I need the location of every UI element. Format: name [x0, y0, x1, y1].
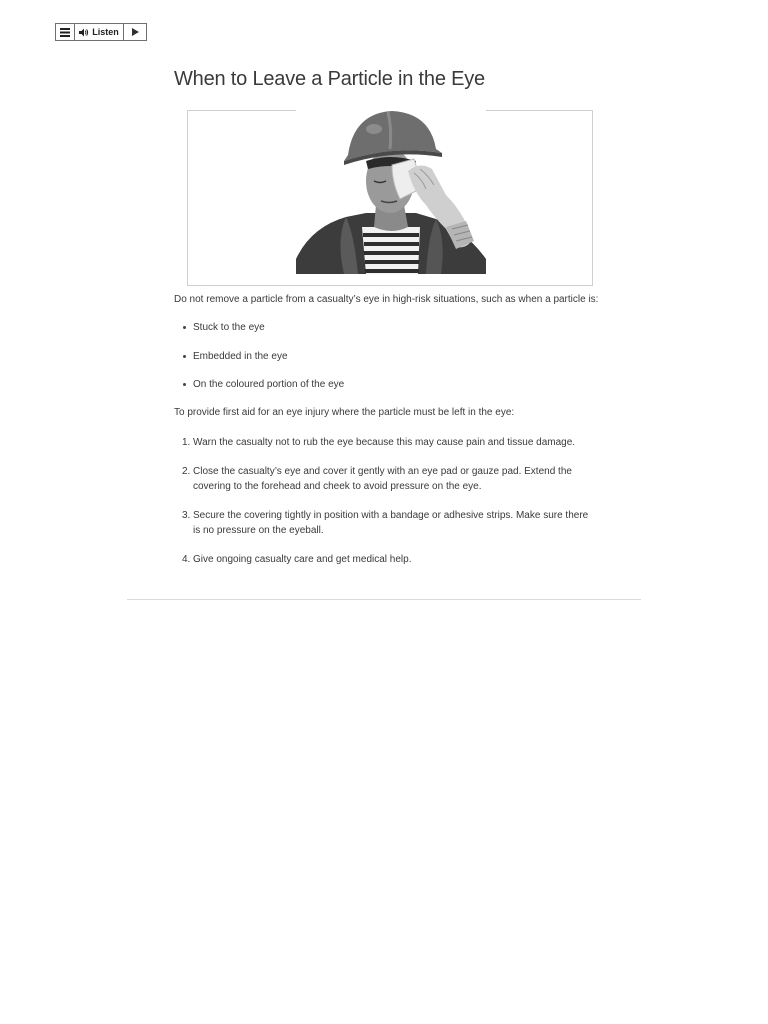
- listen-toolbar: [55, 23, 147, 41]
- list-item: On the coloured portion of the eye: [174, 378, 594, 407]
- step-text: Secure the covering tightly in position with a bandage or adhesive strips. Make sure there is no pressure on the eyeball.: [193, 510, 589, 536]
- conditions-list: [174, 321, 594, 407]
- step-text: Warn the casualty not to rub the eye because this may cause pain and tissue damage.: [193, 437, 576, 448]
- step-item: [174, 508, 594, 538]
- play-icon: [132, 28, 139, 36]
- list-item: Embedded in the eye: [174, 350, 594, 379]
- list-item: Stuck to the eye: [174, 321, 594, 350]
- step-item: [174, 552, 594, 567]
- page-title: When to Leave a Particle in the Eye: [174, 68, 485, 90]
- step-number: 3.: [182, 510, 191, 521]
- step-number: 4.: [182, 554, 191, 565]
- article: [174, 64, 604, 565]
- figure-frame: [187, 110, 593, 286]
- speaker-icon: [79, 28, 89, 37]
- step-text: Close the casualty’s eye and cover it gently with an eye pad or gauze pad. Extend the covering to the forehead and cheek to avoid pressure on the eye.: [193, 466, 572, 492]
- steps-intro-paragraph: To provide first aid for an eye injury where the particle must be left in the eye:: [174, 407, 515, 418]
- step-item: [174, 435, 594, 450]
- worker-eye-pad-icon: [296, 109, 486, 274]
- step-number: 2.: [182, 466, 191, 477]
- step-item: [174, 464, 594, 494]
- listen-button[interactable]: [75, 24, 124, 40]
- intro-paragraph: Do not remove a particle from a casualty’s eye in high-risk situations, such as when a particle is:: [174, 294, 599, 305]
- section-divider: [127, 599, 641, 600]
- steps-list: [174, 435, 594, 581]
- play-button[interactable]: [124, 24, 146, 40]
- listen-label: Listen: [92, 27, 119, 37]
- step-text: Give ongoing casualty care and get medical help.: [193, 554, 412, 565]
- menu-button[interactable]: [56, 24, 75, 40]
- hamburger-menu-icon: [60, 28, 70, 37]
- step-number: 1.: [182, 437, 191, 448]
